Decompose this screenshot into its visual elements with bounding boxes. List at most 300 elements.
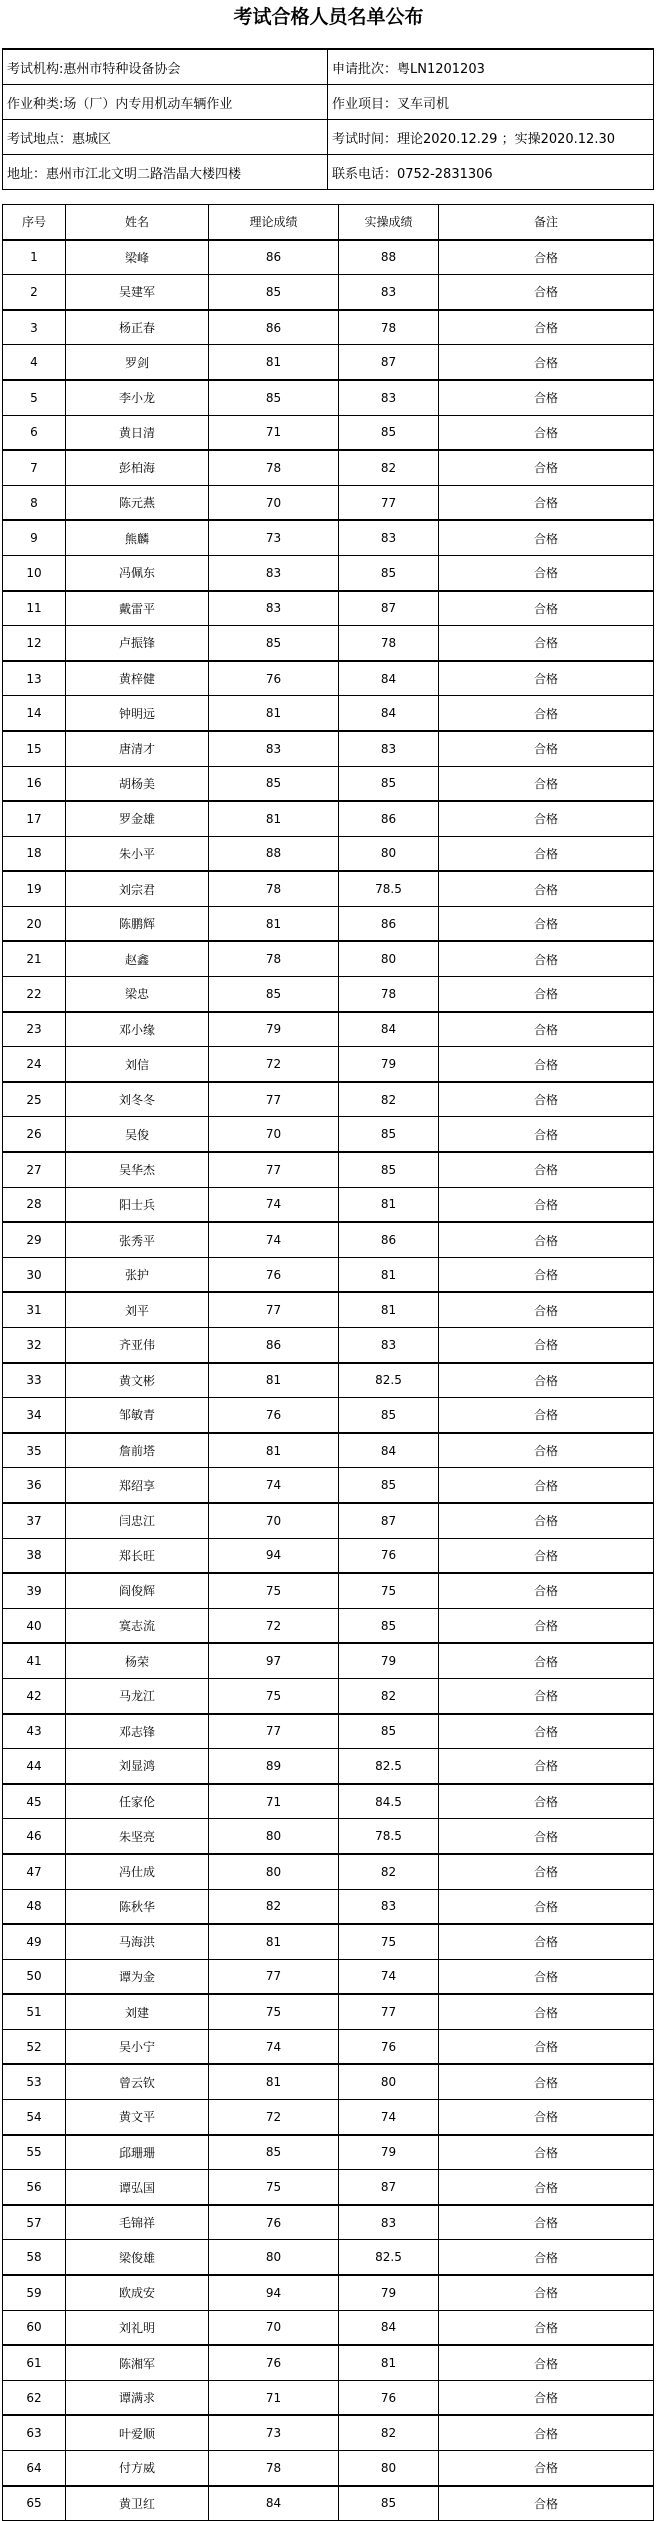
cell-index: 29 xyxy=(3,1222,66,1257)
cell-name: 邓小缘 xyxy=(66,1012,209,1047)
table-row xyxy=(3,2310,654,2345)
cell-theory-score: 82 xyxy=(209,1889,339,1924)
cell-remark: 合格 xyxy=(439,2205,654,2240)
cell-index: 55 xyxy=(3,2135,66,2170)
cell-remark: 合格 xyxy=(439,1678,654,1713)
cell-index: 65 xyxy=(3,2486,66,2521)
cell-practical-score: 85 xyxy=(339,766,439,801)
cell-remark: 合格 xyxy=(439,310,654,345)
cell-theory-score: 81 xyxy=(209,696,339,731)
cell-index: 63 xyxy=(3,2415,66,2450)
cell-practical-score: 85 xyxy=(339,2486,439,2521)
cell-practical-score: 84 xyxy=(339,1433,439,1468)
table-row xyxy=(3,1959,654,1994)
exam-time: 考试时间：理论2020.12.29 ；实操2020.12.30 xyxy=(328,120,654,155)
cell-remark: 合格 xyxy=(439,1819,654,1854)
cell-theory-score: 72 xyxy=(209,1608,339,1643)
cell-theory-score: 94 xyxy=(209,2275,339,2310)
cell-index: 19 xyxy=(3,871,66,906)
cell-remark: 合格 xyxy=(439,766,654,801)
table-row xyxy=(3,1573,654,1608)
table-row xyxy=(3,1819,654,1854)
cell-name: 阎俊辉 xyxy=(66,1573,209,1608)
cell-index: 56 xyxy=(3,2170,66,2205)
cell-index: 8 xyxy=(3,485,66,520)
cell-name: 黄文平 xyxy=(66,2100,209,2135)
cell-theory-score: 70 xyxy=(209,1503,339,1538)
cell-theory-score: 86 xyxy=(209,240,339,275)
cell-index: 37 xyxy=(3,1503,66,1538)
cell-index: 47 xyxy=(3,1854,66,1889)
cell-practical-score: 76 xyxy=(339,2029,439,2064)
table-row xyxy=(3,1643,654,1678)
cell-practical-score: 81 xyxy=(339,1292,439,1327)
cell-practical-score: 80 xyxy=(339,2064,439,2099)
cell-remark: 合格 xyxy=(439,2100,654,2135)
col-header-practical: 实操成绩 xyxy=(339,205,439,240)
cell-theory-score: 80 xyxy=(209,1819,339,1854)
cell-theory-score: 85 xyxy=(209,766,339,801)
cell-remark: 合格 xyxy=(439,2451,654,2486)
cell-index: 54 xyxy=(3,2100,66,2135)
cell-theory-score: 75 xyxy=(209,1678,339,1713)
cell-remark: 合格 xyxy=(439,941,654,976)
table-row xyxy=(3,380,654,415)
cell-remark: 合格 xyxy=(439,1608,654,1643)
cell-index: 26 xyxy=(3,1117,66,1152)
info-row xyxy=(3,155,654,190)
cell-index: 16 xyxy=(3,766,66,801)
cell-remark: 合格 xyxy=(439,1398,654,1433)
cell-remark: 合格 xyxy=(439,485,654,520)
cell-name: 陈秋华 xyxy=(66,1889,209,1924)
header-row xyxy=(3,205,654,240)
cell-theory-score: 85 xyxy=(209,2135,339,2170)
col-header-theory: 理论成绩 xyxy=(209,205,339,240)
cell-theory-score: 76 xyxy=(209,2345,339,2380)
cell-practical-score: 83 xyxy=(339,275,439,310)
cell-remark: 合格 xyxy=(439,1012,654,1047)
cell-remark: 合格 xyxy=(439,1714,654,1749)
cell-practical-score: 79 xyxy=(339,2275,439,2310)
cell-name: 钟明远 xyxy=(66,696,209,731)
cell-name: 刘冬冬 xyxy=(66,1082,209,1117)
cell-theory-score: 81 xyxy=(209,2064,339,2099)
cell-practical-score: 87 xyxy=(339,1503,439,1538)
table-row xyxy=(3,731,654,766)
cell-theory-score: 85 xyxy=(209,977,339,1012)
cell-index: 31 xyxy=(3,1292,66,1327)
cell-theory-score: 75 xyxy=(209,1994,339,2029)
exam-info-table xyxy=(2,48,654,190)
cell-remark: 合格 xyxy=(439,1257,654,1292)
cell-remark: 合格 xyxy=(439,2380,654,2415)
cell-remark: 合格 xyxy=(439,415,654,450)
cell-theory-score: 83 xyxy=(209,591,339,626)
table-row xyxy=(3,1398,654,1433)
cell-practical-score: 82 xyxy=(339,1854,439,1889)
cell-name: 梁峰 xyxy=(66,240,209,275)
cell-remark: 合格 xyxy=(439,1292,654,1327)
cell-theory-score: 70 xyxy=(209,2310,339,2345)
table-row xyxy=(3,2275,654,2310)
cell-name: 杨正春 xyxy=(66,310,209,345)
cell-practical-score: 85 xyxy=(339,1714,439,1749)
cell-index: 12 xyxy=(3,626,66,661)
cell-practical-score: 83 xyxy=(339,520,439,555)
cell-practical-score: 75 xyxy=(339,1924,439,1959)
table-row xyxy=(3,2100,654,2135)
cell-practical-score: 80 xyxy=(339,941,439,976)
cell-index: 28 xyxy=(3,1187,66,1222)
cell-practical-score: 78 xyxy=(339,310,439,345)
cell-practical-score: 78 xyxy=(339,977,439,1012)
cell-name: 杨荣 xyxy=(66,1643,209,1678)
cell-index: 32 xyxy=(3,1328,66,1363)
cell-theory-score: 73 xyxy=(209,2415,339,2450)
cell-index: 9 xyxy=(3,520,66,555)
cell-practical-score: 82 xyxy=(339,2415,439,2450)
cell-practical-score: 84 xyxy=(339,696,439,731)
cell-name: 马龙江 xyxy=(66,1678,209,1713)
table-row xyxy=(3,2345,654,2380)
cell-remark: 合格 xyxy=(439,2170,654,2205)
cell-index: 35 xyxy=(3,1433,66,1468)
cell-theory-score: 80 xyxy=(209,1854,339,1889)
cell-practical-score: 83 xyxy=(339,1889,439,1924)
table-row xyxy=(3,1117,654,1152)
cell-name: 李小龙 xyxy=(66,380,209,415)
cell-remark: 合格 xyxy=(439,1433,654,1468)
cell-index: 45 xyxy=(3,1784,66,1819)
table-row xyxy=(3,836,654,871)
cell-remark: 合格 xyxy=(439,380,654,415)
cell-name: 齐亚伟 xyxy=(66,1328,209,1363)
cell-remark: 合格 xyxy=(439,1117,654,1152)
cell-index: 62 xyxy=(3,2380,66,2415)
cell-name: 刘信 xyxy=(66,1047,209,1082)
cell-index: 15 xyxy=(3,731,66,766)
cell-index: 25 xyxy=(3,1082,66,1117)
cell-name: 卢振锋 xyxy=(66,626,209,661)
cell-remark: 合格 xyxy=(439,977,654,1012)
cell-remark: 合格 xyxy=(439,1503,654,1538)
cell-index: 38 xyxy=(3,1538,66,1573)
cell-index: 20 xyxy=(3,906,66,941)
cell-practical-score: 82.5 xyxy=(339,2240,439,2275)
cell-practical-score: 82.5 xyxy=(339,1749,439,1784)
table-row xyxy=(3,2170,654,2205)
table-row xyxy=(3,1854,654,1889)
table-row xyxy=(3,1608,654,1643)
cell-theory-score: 77 xyxy=(209,1959,339,1994)
cell-practical-score: 79 xyxy=(339,1047,439,1082)
cell-remark: 合格 xyxy=(439,240,654,275)
cell-practical-score: 81 xyxy=(339,1257,439,1292)
cell-practical-score: 78 xyxy=(339,626,439,661)
cell-practical-score: 86 xyxy=(339,906,439,941)
cell-practical-score: 84.5 xyxy=(339,1784,439,1819)
cell-theory-score: 81 xyxy=(209,906,339,941)
cell-name: 唐清才 xyxy=(66,731,209,766)
table-row xyxy=(3,2486,654,2521)
cell-name: 邱珊珊 xyxy=(66,2135,209,2170)
cell-index: 43 xyxy=(3,1714,66,1749)
cell-practical-score: 88 xyxy=(339,240,439,275)
cell-practical-score: 80 xyxy=(339,2451,439,2486)
cell-remark: 合格 xyxy=(439,661,654,696)
cell-index: 3 xyxy=(3,310,66,345)
cell-index: 1 xyxy=(3,240,66,275)
table-row xyxy=(3,1714,654,1749)
table-row xyxy=(3,1292,654,1327)
cell-name: 谭弘国 xyxy=(66,2170,209,2205)
cell-index: 2 xyxy=(3,275,66,310)
table-row xyxy=(3,977,654,1012)
cell-practical-score: 77 xyxy=(339,1994,439,2029)
table-row xyxy=(3,1152,654,1187)
cell-remark: 合格 xyxy=(439,696,654,731)
cell-theory-score: 86 xyxy=(209,1328,339,1363)
cell-theory-score: 74 xyxy=(209,1222,339,1257)
cell-name: 詹前塔 xyxy=(66,1433,209,1468)
cell-practical-score: 74 xyxy=(339,1959,439,1994)
cell-remark: 合格 xyxy=(439,2310,654,2345)
cell-name: 曾云钦 xyxy=(66,2064,209,2099)
cell-index: 5 xyxy=(3,380,66,415)
cell-remark: 合格 xyxy=(439,2240,654,2275)
table-row xyxy=(3,2029,654,2064)
cell-remark: 合格 xyxy=(439,1784,654,1819)
cell-index: 52 xyxy=(3,2029,66,2064)
cell-remark: 合格 xyxy=(439,2486,654,2521)
table-row xyxy=(3,1924,654,1959)
cell-theory-score: 76 xyxy=(209,2205,339,2240)
table-row xyxy=(3,310,654,345)
table-row xyxy=(3,591,654,626)
cell-theory-score: 70 xyxy=(209,485,339,520)
cell-practical-score: 85 xyxy=(339,415,439,450)
cell-name: 陈元燕 xyxy=(66,485,209,520)
cell-name: 郑长旺 xyxy=(66,1538,209,1573)
cell-practical-score: 86 xyxy=(339,1222,439,1257)
cell-name: 吴建军 xyxy=(66,275,209,310)
cell-theory-score: 89 xyxy=(209,1749,339,1784)
cell-index: 34 xyxy=(3,1398,66,1433)
cell-practical-score: 81 xyxy=(339,1187,439,1222)
cell-name: 邓志锋 xyxy=(66,1714,209,1749)
cell-index: 14 xyxy=(3,696,66,731)
cell-theory-score: 78 xyxy=(209,450,339,485)
cell-theory-score: 81 xyxy=(209,801,339,836)
contact-phone: 联系电话：0752-2831306 xyxy=(328,155,654,190)
cell-name: 梁忠 xyxy=(66,977,209,1012)
cell-theory-score: 78 xyxy=(209,871,339,906)
table-row xyxy=(3,801,654,836)
cell-theory-score: 77 xyxy=(209,1082,339,1117)
cell-name: 叶爱顺 xyxy=(66,2415,209,2450)
cell-name: 刘宗君 xyxy=(66,871,209,906)
table-row xyxy=(3,1994,654,2029)
cell-name: 刘建 xyxy=(66,1994,209,2029)
cell-theory-score: 86 xyxy=(209,310,339,345)
cell-practical-score: 86 xyxy=(339,801,439,836)
cell-name: 刘显鸿 xyxy=(66,1749,209,1784)
cell-remark: 合格 xyxy=(439,2275,654,2310)
cell-name: 闫忠江 xyxy=(66,1503,209,1538)
info-row xyxy=(3,120,654,155)
cell-practical-score: 75 xyxy=(339,1573,439,1608)
cell-index: 22 xyxy=(3,977,66,1012)
table-row xyxy=(3,1749,654,1784)
cell-theory-score: 84 xyxy=(209,2486,339,2521)
cell-theory-score: 75 xyxy=(209,1573,339,1608)
table-row xyxy=(3,2415,654,2450)
cell-remark: 合格 xyxy=(439,2415,654,2450)
cell-theory-score: 74 xyxy=(209,2029,339,2064)
cell-name: 黄日清 xyxy=(66,415,209,450)
cell-name: 张护 xyxy=(66,1257,209,1292)
cell-name: 冯仕成 xyxy=(66,1854,209,1889)
cell-index: 27 xyxy=(3,1152,66,1187)
cell-practical-score: 78.5 xyxy=(339,1819,439,1854)
cell-name: 戴雷平 xyxy=(66,591,209,626)
cell-name: 毛锦祥 xyxy=(66,2205,209,2240)
table-row xyxy=(3,1538,654,1573)
cell-practical-score: 87 xyxy=(339,2170,439,2205)
cell-remark: 合格 xyxy=(439,1363,654,1398)
cell-remark: 合格 xyxy=(439,801,654,836)
cell-index: 10 xyxy=(3,555,66,590)
cell-index: 58 xyxy=(3,2240,66,2275)
cell-remark: 合格 xyxy=(439,906,654,941)
table-row xyxy=(3,415,654,450)
table-row xyxy=(3,1678,654,1713)
cell-theory-score: 75 xyxy=(209,2170,339,2205)
col-header-remark: 备注 xyxy=(439,205,654,240)
cell-index: 4 xyxy=(3,345,66,380)
col-header-index: 序号 xyxy=(3,205,66,240)
cell-name: 刘平 xyxy=(66,1292,209,1327)
cell-theory-score: 79 xyxy=(209,1012,339,1047)
table-row xyxy=(3,275,654,310)
table-row xyxy=(3,626,654,661)
cell-name: 梁俊雄 xyxy=(66,2240,209,2275)
cell-theory-score: 83 xyxy=(209,555,339,590)
cell-index: 11 xyxy=(3,591,66,626)
cell-index: 18 xyxy=(3,836,66,871)
cell-theory-score: 72 xyxy=(209,1047,339,1082)
cell-practical-score: 82 xyxy=(339,450,439,485)
cell-index: 61 xyxy=(3,2345,66,2380)
cell-name: 吴小宁 xyxy=(66,2029,209,2064)
cell-practical-score: 83 xyxy=(339,1328,439,1363)
cell-remark: 合格 xyxy=(439,731,654,766)
exam-location: 考试地点：惠城区 xyxy=(3,120,328,155)
table-row xyxy=(3,1082,654,1117)
cell-theory-score: 81 xyxy=(209,1363,339,1398)
cell-theory-score: 72 xyxy=(209,2100,339,2135)
cell-remark: 合格 xyxy=(439,836,654,871)
exam-org: 考试机构:惠州市特种设备协会 xyxy=(3,49,328,85)
cell-remark: 合格 xyxy=(439,1222,654,1257)
cell-remark: 合格 xyxy=(439,1082,654,1117)
cell-index: 17 xyxy=(3,801,66,836)
table-row xyxy=(3,2451,654,2486)
cell-practical-score: 85 xyxy=(339,1608,439,1643)
cell-theory-score: 74 xyxy=(209,1187,339,1222)
cell-remark: 合格 xyxy=(439,626,654,661)
cell-remark: 合格 xyxy=(439,1538,654,1573)
cell-name: 吴俊 xyxy=(66,1117,209,1152)
cell-name: 张秀平 xyxy=(66,1222,209,1257)
cell-remark: 合格 xyxy=(439,2345,654,2380)
cell-name: 邹敏青 xyxy=(66,1398,209,1433)
cell-practical-score: 84 xyxy=(339,1012,439,1047)
cell-remark: 合格 xyxy=(439,1047,654,1082)
table-row xyxy=(3,2064,654,2099)
table-row xyxy=(3,906,654,941)
table-row xyxy=(3,1222,654,1257)
cell-name: 冯佩东 xyxy=(66,555,209,590)
cell-remark: 合格 xyxy=(439,2029,654,2064)
cell-practical-score: 82 xyxy=(339,1678,439,1713)
table-row xyxy=(3,450,654,485)
cell-name: 熊麟 xyxy=(66,520,209,555)
cell-practical-score: 74 xyxy=(339,2100,439,2135)
cell-theory-score: 77 xyxy=(209,1152,339,1187)
table-row xyxy=(3,1503,654,1538)
cell-theory-score: 71 xyxy=(209,1784,339,1819)
cell-name: 刘礼明 xyxy=(66,2310,209,2345)
cell-name: 朱坚亮 xyxy=(66,1819,209,1854)
cell-remark: 合格 xyxy=(439,1994,654,2029)
table-row xyxy=(3,1187,654,1222)
cell-practical-score: 83 xyxy=(339,380,439,415)
table-row xyxy=(3,485,654,520)
cell-name: 欧成安 xyxy=(66,2275,209,2310)
cell-index: 50 xyxy=(3,1959,66,1994)
cell-index: 30 xyxy=(3,1257,66,1292)
table-row xyxy=(3,240,654,275)
cell-remark: 合格 xyxy=(439,1468,654,1503)
cell-practical-score: 81 xyxy=(339,2345,439,2380)
cell-theory-score: 97 xyxy=(209,1643,339,1678)
cell-name: 陈鹏辉 xyxy=(66,906,209,941)
cell-index: 64 xyxy=(3,2451,66,2486)
cell-name: 任家伦 xyxy=(66,1784,209,1819)
cell-remark: 合格 xyxy=(439,520,654,555)
cell-practical-score: 85 xyxy=(339,555,439,590)
cell-name: 朱小平 xyxy=(66,836,209,871)
cell-index: 24 xyxy=(3,1047,66,1082)
cell-name: 寞志流 xyxy=(66,1608,209,1643)
cell-index: 53 xyxy=(3,2064,66,2099)
cell-theory-score: 94 xyxy=(209,1538,339,1573)
cell-remark: 合格 xyxy=(439,1328,654,1363)
table-row xyxy=(3,2380,654,2415)
cell-name: 陈湘军 xyxy=(66,2345,209,2380)
cell-practical-score: 85 xyxy=(339,1117,439,1152)
table-row xyxy=(3,2135,654,2170)
cell-theory-score: 80 xyxy=(209,2240,339,2275)
table-row xyxy=(3,766,654,801)
cell-name: 吴华杰 xyxy=(66,1152,209,1187)
results-body xyxy=(3,240,654,2521)
cell-practical-score: 84 xyxy=(339,2310,439,2345)
cell-theory-score: 85 xyxy=(209,380,339,415)
work-category: 作业种类:场（厂）内专用机动车辆作业 xyxy=(3,85,328,120)
